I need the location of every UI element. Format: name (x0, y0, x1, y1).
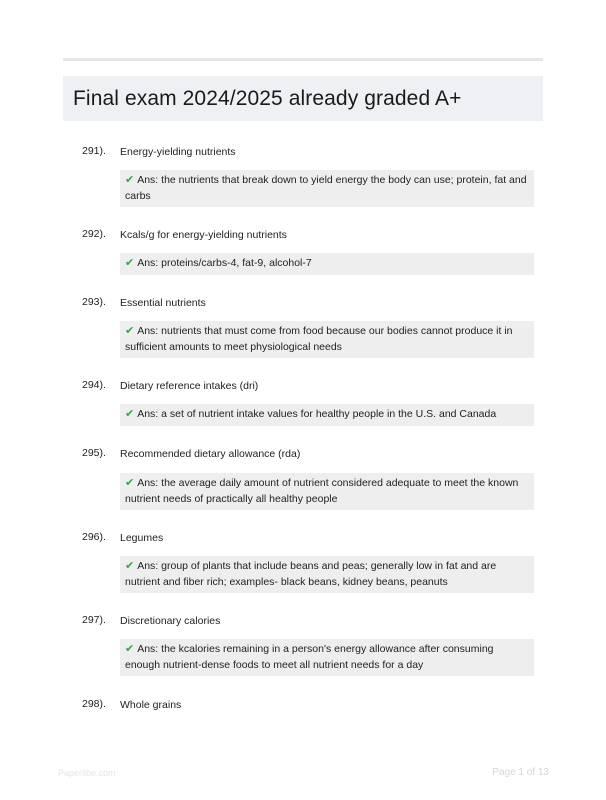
check-icon: ✔ (125, 643, 135, 655)
check-icon: ✔ (125, 325, 135, 337)
answer-box (120, 170, 534, 207)
check-icon: ✔ (125, 408, 135, 420)
footer-watermark: Paperlibe.com (58, 768, 116, 778)
answer-box (120, 253, 534, 275)
question-text: Recommended dietary allowance (rda) (120, 448, 301, 460)
check-icon: ✔ (125, 257, 135, 269)
answer-text: Ans: a set of nutrient intake values for healthy people in the U.S. and Canada (137, 408, 497, 420)
question-text: Legumes (120, 532, 164, 544)
answer-text: Ans: nutrients that must come from food because our bodies cannot produce it in sufficient amounts to meet physiological needs (125, 325, 513, 353)
question-text: Energy-yielding nutrients (120, 146, 236, 158)
check-icon: ✔ (125, 560, 135, 572)
answer-text: Ans: the average daily amount of nutrient considered adequate to meet the known nutrient needs of practically all healthy people (125, 477, 519, 505)
question-number: 298). (82, 698, 106, 710)
question-text: Whole grains (120, 699, 182, 711)
question-number: 291). (82, 145, 106, 157)
answer-text: Ans: proteins/carbs-4, fat-9, alcohol-7 (137, 257, 312, 269)
answer-box (120, 639, 534, 676)
question-text: Essential nutrients (120, 297, 206, 309)
question-number: 295). (82, 447, 106, 459)
answer-box (120, 556, 534, 593)
answer-text: Ans: group of plants that include beans and peas; generally low in fat and are nutrient and fiber rich; examples- black beans, kidney beans, peanuts (125, 560, 497, 588)
answer-box (120, 404, 534, 426)
question-number: 294). (82, 379, 106, 391)
question-text: Kcals/g for energy-yielding nutrients (120, 229, 287, 241)
check-icon: ✔ (125, 477, 135, 489)
check-icon: ✔ (125, 174, 135, 186)
answer-box (120, 473, 534, 510)
question-number: 293). (82, 296, 106, 308)
answer-box (120, 321, 534, 358)
question-text: Discretionary calories (120, 615, 221, 627)
answer-text: Ans: the nutrients that break down to yield energy the body can use; protein, fat and carbs (125, 174, 527, 202)
answer-text: Ans: the kcalories remaining in a person's energy allowance after consuming enough nutrient-dense foods to meet all nutrient needs for a day (125, 643, 494, 671)
question-text: Dietary reference intakes (dri) (120, 380, 259, 392)
page-title: Final exam 2024/2025 already graded A+ (73, 86, 462, 110)
question-number: 296). (82, 531, 106, 543)
page-indicator: Page 1 of 13 (492, 767, 549, 778)
question-number: 297). (82, 614, 106, 626)
question-number: 292). (82, 228, 106, 240)
